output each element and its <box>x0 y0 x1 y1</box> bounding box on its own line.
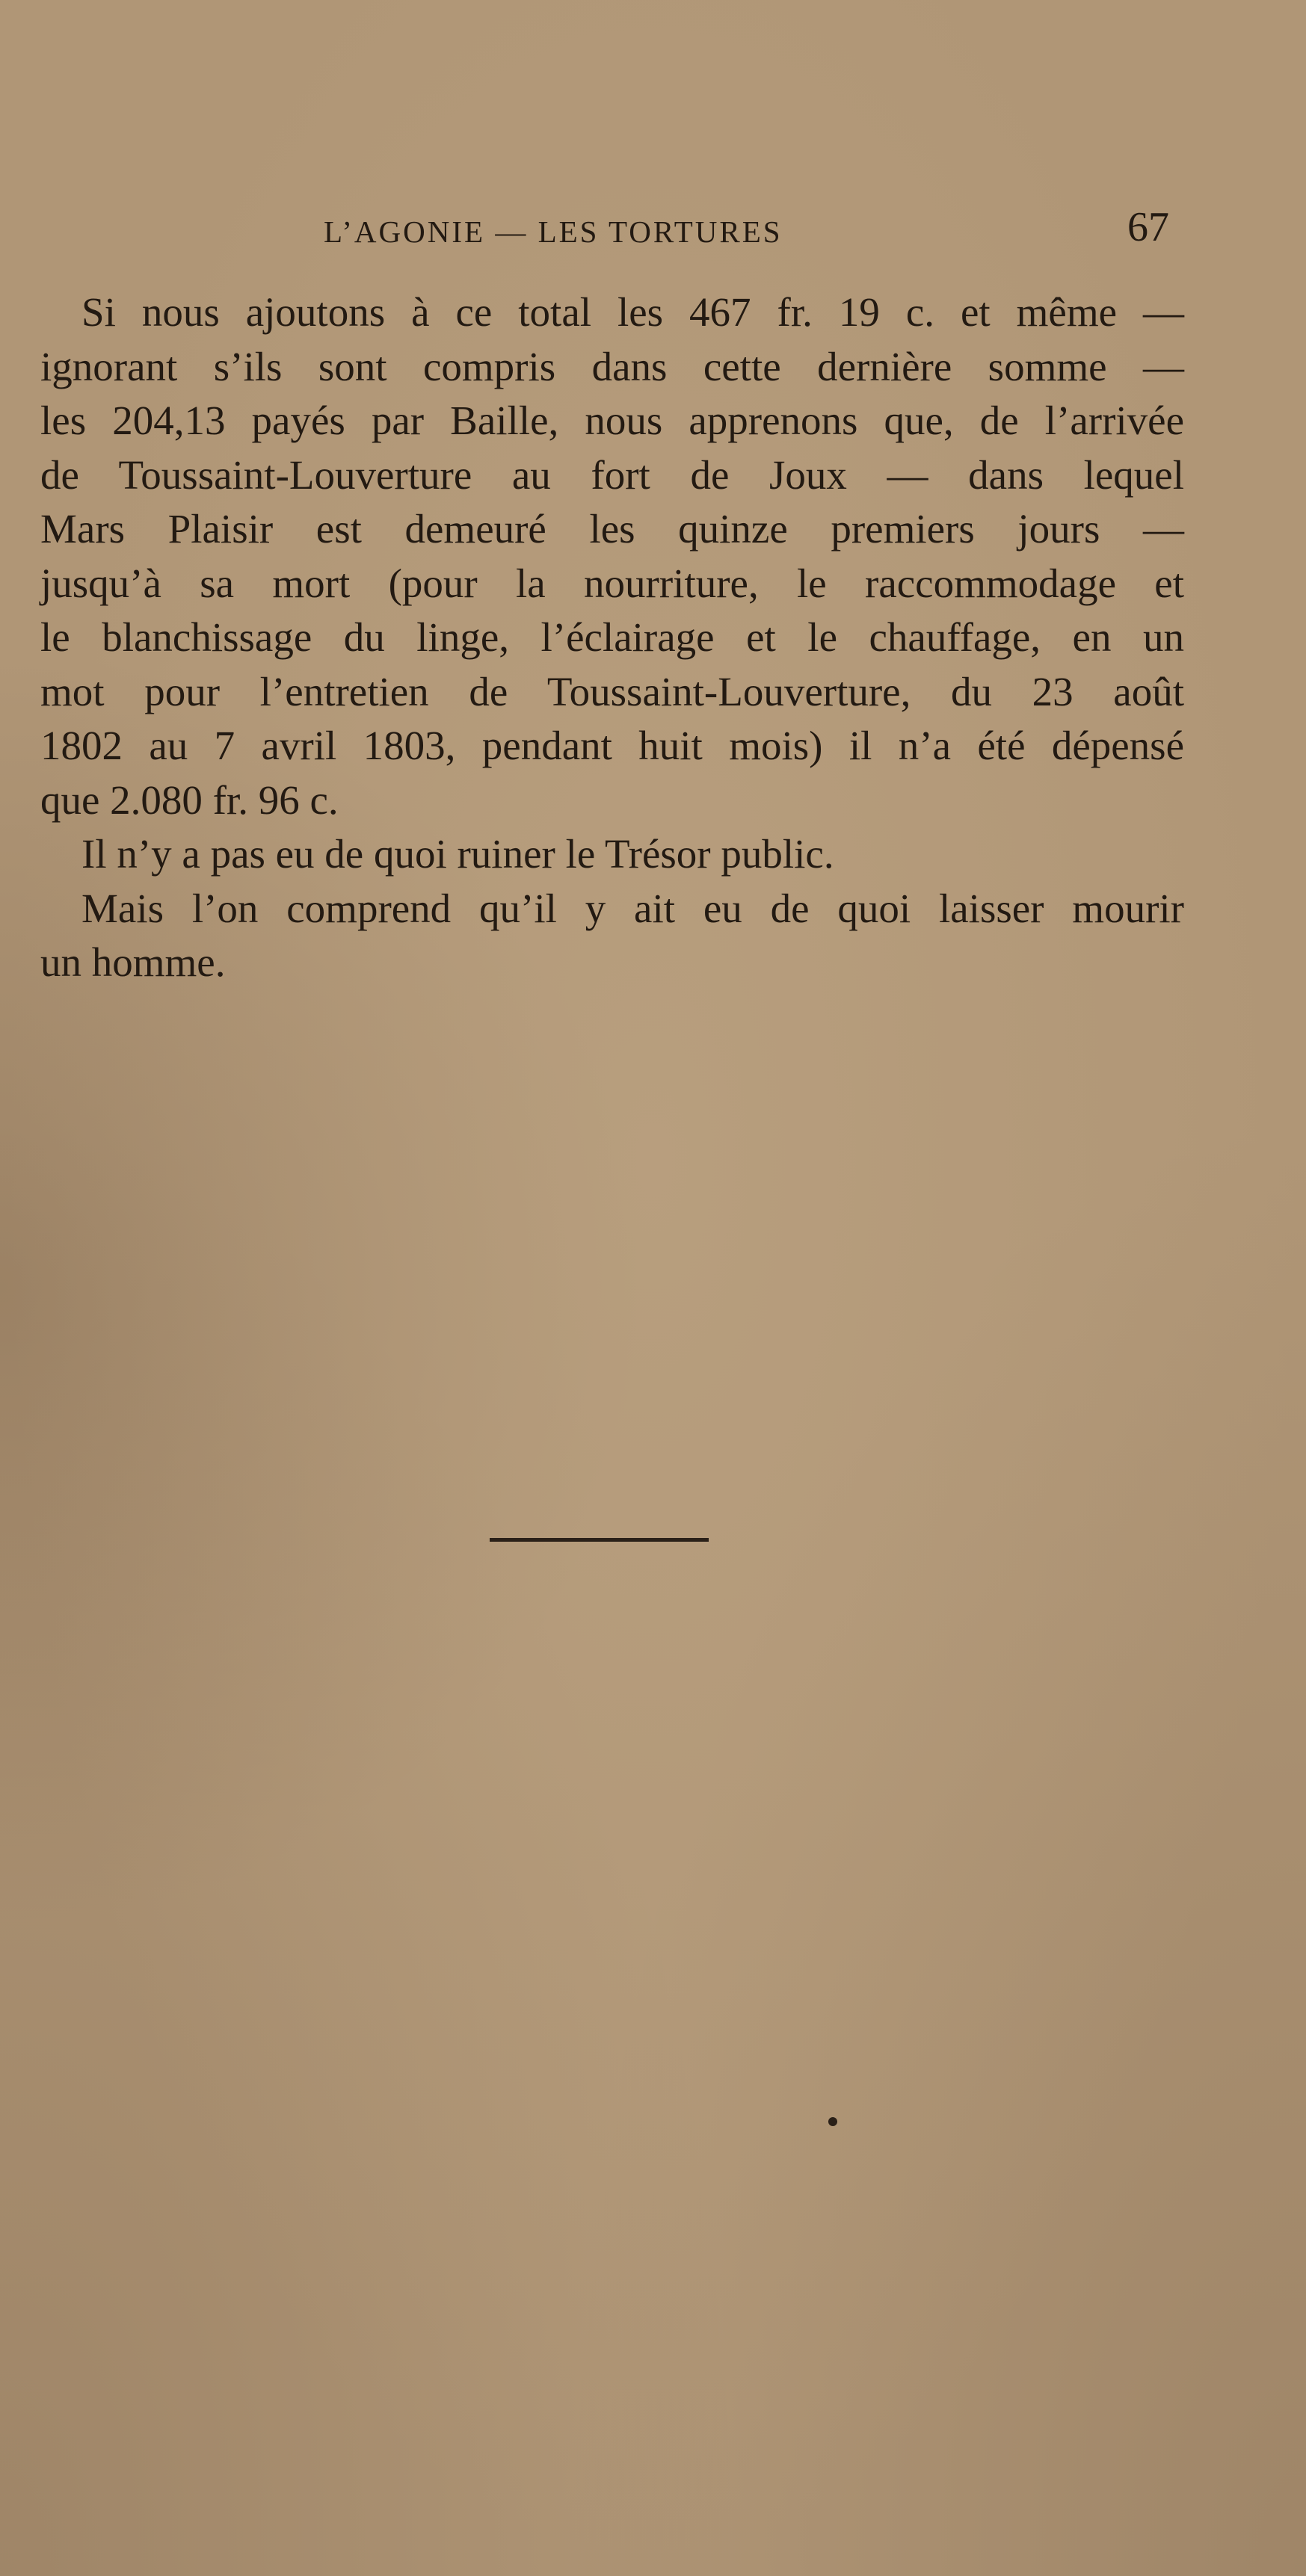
ink-speck <box>828 2117 837 2126</box>
text-line: 1802 au 7 avril 1803, pendant huit mois) il n’a été dépensé <box>40 723 1184 768</box>
text-line: le blanchissage du linge, l’éclairage et le chauffage, en un <box>40 614 1184 660</box>
text-line: ignorant s’ils sont compris dans cette dernière somme — <box>40 343 1184 389</box>
text-line: que 2.080 fr. 96 c. <box>40 776 339 823</box>
section-rule <box>490 1538 709 1542</box>
page-number: 67 <box>1127 204 1169 250</box>
body-text <box>40 285 1184 990</box>
text-line: Si nous ajoutons à ce total les 467 fr. 19 c. et même — <box>81 289 1184 335</box>
running-title: L’AGONIE — LES TORTURES <box>324 214 783 249</box>
text-line: Il n’y a pas eu de quoi ruiner le Trésor public. <box>81 831 834 877</box>
running-header <box>0 203 1306 263</box>
text-line: un homme. <box>40 939 226 985</box>
text-line: jusqu’à sa mort (pour la nourriture, le raccommodage et <box>40 560 1184 606</box>
text-line: de Toussaint-Louverture au fort de Joux — dans lequel <box>40 451 1184 498</box>
text-line: Mais l’on comprend qu’il y ait eu de quoi laisser mourir <box>81 885 1184 931</box>
text-line: Mars Plaisir est demeuré les quinze premiers jours — <box>40 506 1184 552</box>
text-line: les 204,13 payés par Baille, nous apprenons que, de l’arrivée <box>40 398 1184 443</box>
text-line: mot pour l’entretien de Toussaint-Louverture, du 23 août <box>40 668 1184 714</box>
